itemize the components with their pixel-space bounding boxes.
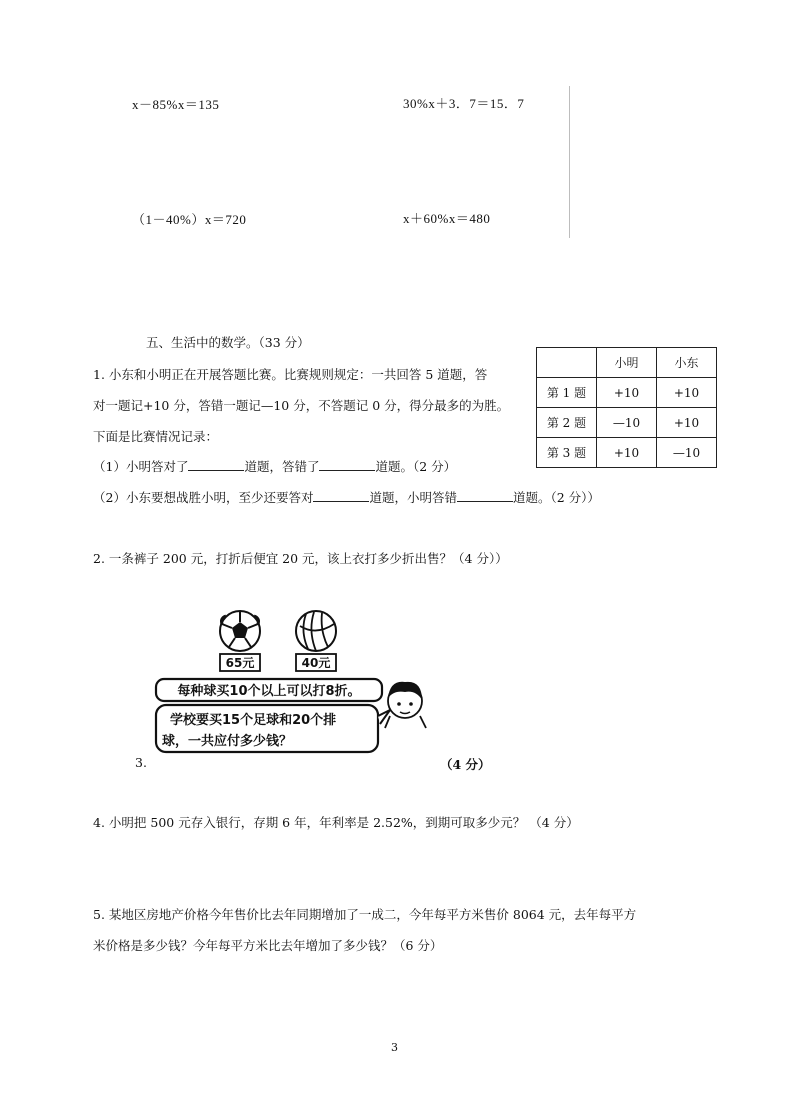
q1-sub2-part-a: （2）小东要想战胜小明，至少还要答对: [93, 490, 314, 505]
q1-line-1: 1. 小东和小明正在开展答题比赛。比赛规则规定：一共回答 5 道题，答: [93, 367, 488, 382]
bubble-2-text-line1: 学校要买15个足球和20个排: [170, 713, 337, 728]
score-table: [536, 347, 717, 468]
bubble-2-text-line2: 球，一共应付多少钱？: [162, 734, 293, 749]
answer-blank[interactable]: [313, 489, 369, 502]
q1-line-3: 下面是比赛情况记录：: [93, 429, 219, 444]
equation-2: 30%x＋3．7＝15．7: [403, 96, 525, 111]
table-cell: —10: [657, 438, 717, 468]
q1-sub1-part-a: （1）小明答对了: [93, 459, 189, 474]
divider-line: [569, 86, 570, 238]
volleyball-price: 40元: [301, 656, 331, 670]
table-cell: +10: [657, 378, 717, 408]
q3-points: （4 分）: [440, 757, 491, 772]
q1-sub-1: [93, 457, 456, 475]
table-cell: +10: [597, 438, 657, 468]
volleyball-icon: [296, 611, 336, 651]
q1-sub1-part-b: 道题，答错了: [244, 459, 320, 474]
table-row: [537, 438, 717, 468]
equation-4: x＋60%x＝480: [403, 211, 491, 226]
bubble-1-text: 每种球买10个以上可以打8折。: [177, 684, 361, 699]
q5-line-1: 5. 某地区房地产价格今年售价比去年同期增加了一成二，今年每平方米售价 8064 元，去年每平方: [93, 907, 637, 922]
q1-sub2-part-c: 道题。（2 分））: [512, 490, 600, 505]
football-icon: [220, 611, 260, 651]
table-header-cell: [537, 348, 597, 378]
table-header-cell: 小东: [657, 348, 717, 378]
table-cell: —10: [597, 408, 657, 438]
answer-blank[interactable]: [319, 458, 375, 471]
equation-3: （1－40%）x＝720: [132, 212, 247, 227]
page-number: 3: [391, 1041, 398, 1054]
equation-1: x－85%x＝135: [132, 97, 220, 112]
q2-text: 2. 一条裤子 200 元，打折后便宜 20 元，该上衣打多少折出售？（4 分））: [93, 551, 508, 566]
section-title: 五、生活中的数学。（33 分）: [146, 335, 310, 350]
table-row: [537, 408, 717, 438]
answer-blank[interactable]: [188, 458, 244, 471]
q1-line-2: 对一题记+10 分，答错一题记—10 分，不答题记 0 分，得分最多的为胜。: [93, 398, 510, 413]
q5-line-2: 米价格是多少钱？今年每平方米比去年增加了多少钱？（6 分）: [93, 938, 443, 953]
q1-sub2-part-b: 道题，小明答错: [369, 490, 457, 505]
table-row: [537, 378, 717, 408]
table-cell: 第 2 题: [537, 408, 597, 438]
boy-icon: [385, 682, 426, 728]
table-cell: +10: [597, 378, 657, 408]
table-cell: 第 3 题: [537, 438, 597, 468]
q3-number: 3.: [135, 755, 147, 770]
q4-text: 4. 小明把 500 元存入银行，存期 6 年，年利率是 2.52%，到期可取多少元？ （4 分）: [93, 815, 579, 830]
football-price: 65元: [225, 656, 255, 670]
table-header-cell: 小明: [597, 348, 657, 378]
answer-blank[interactable]: [457, 489, 513, 502]
q1-sub1-part-c: 道题。（2 分）: [375, 459, 457, 474]
table-header-row: [537, 348, 717, 378]
table-cell: +10: [657, 408, 717, 438]
table-cell: 第 1 题: [537, 378, 597, 408]
q1-sub-2: [93, 488, 600, 506]
q3-illustration: [150, 606, 430, 761]
